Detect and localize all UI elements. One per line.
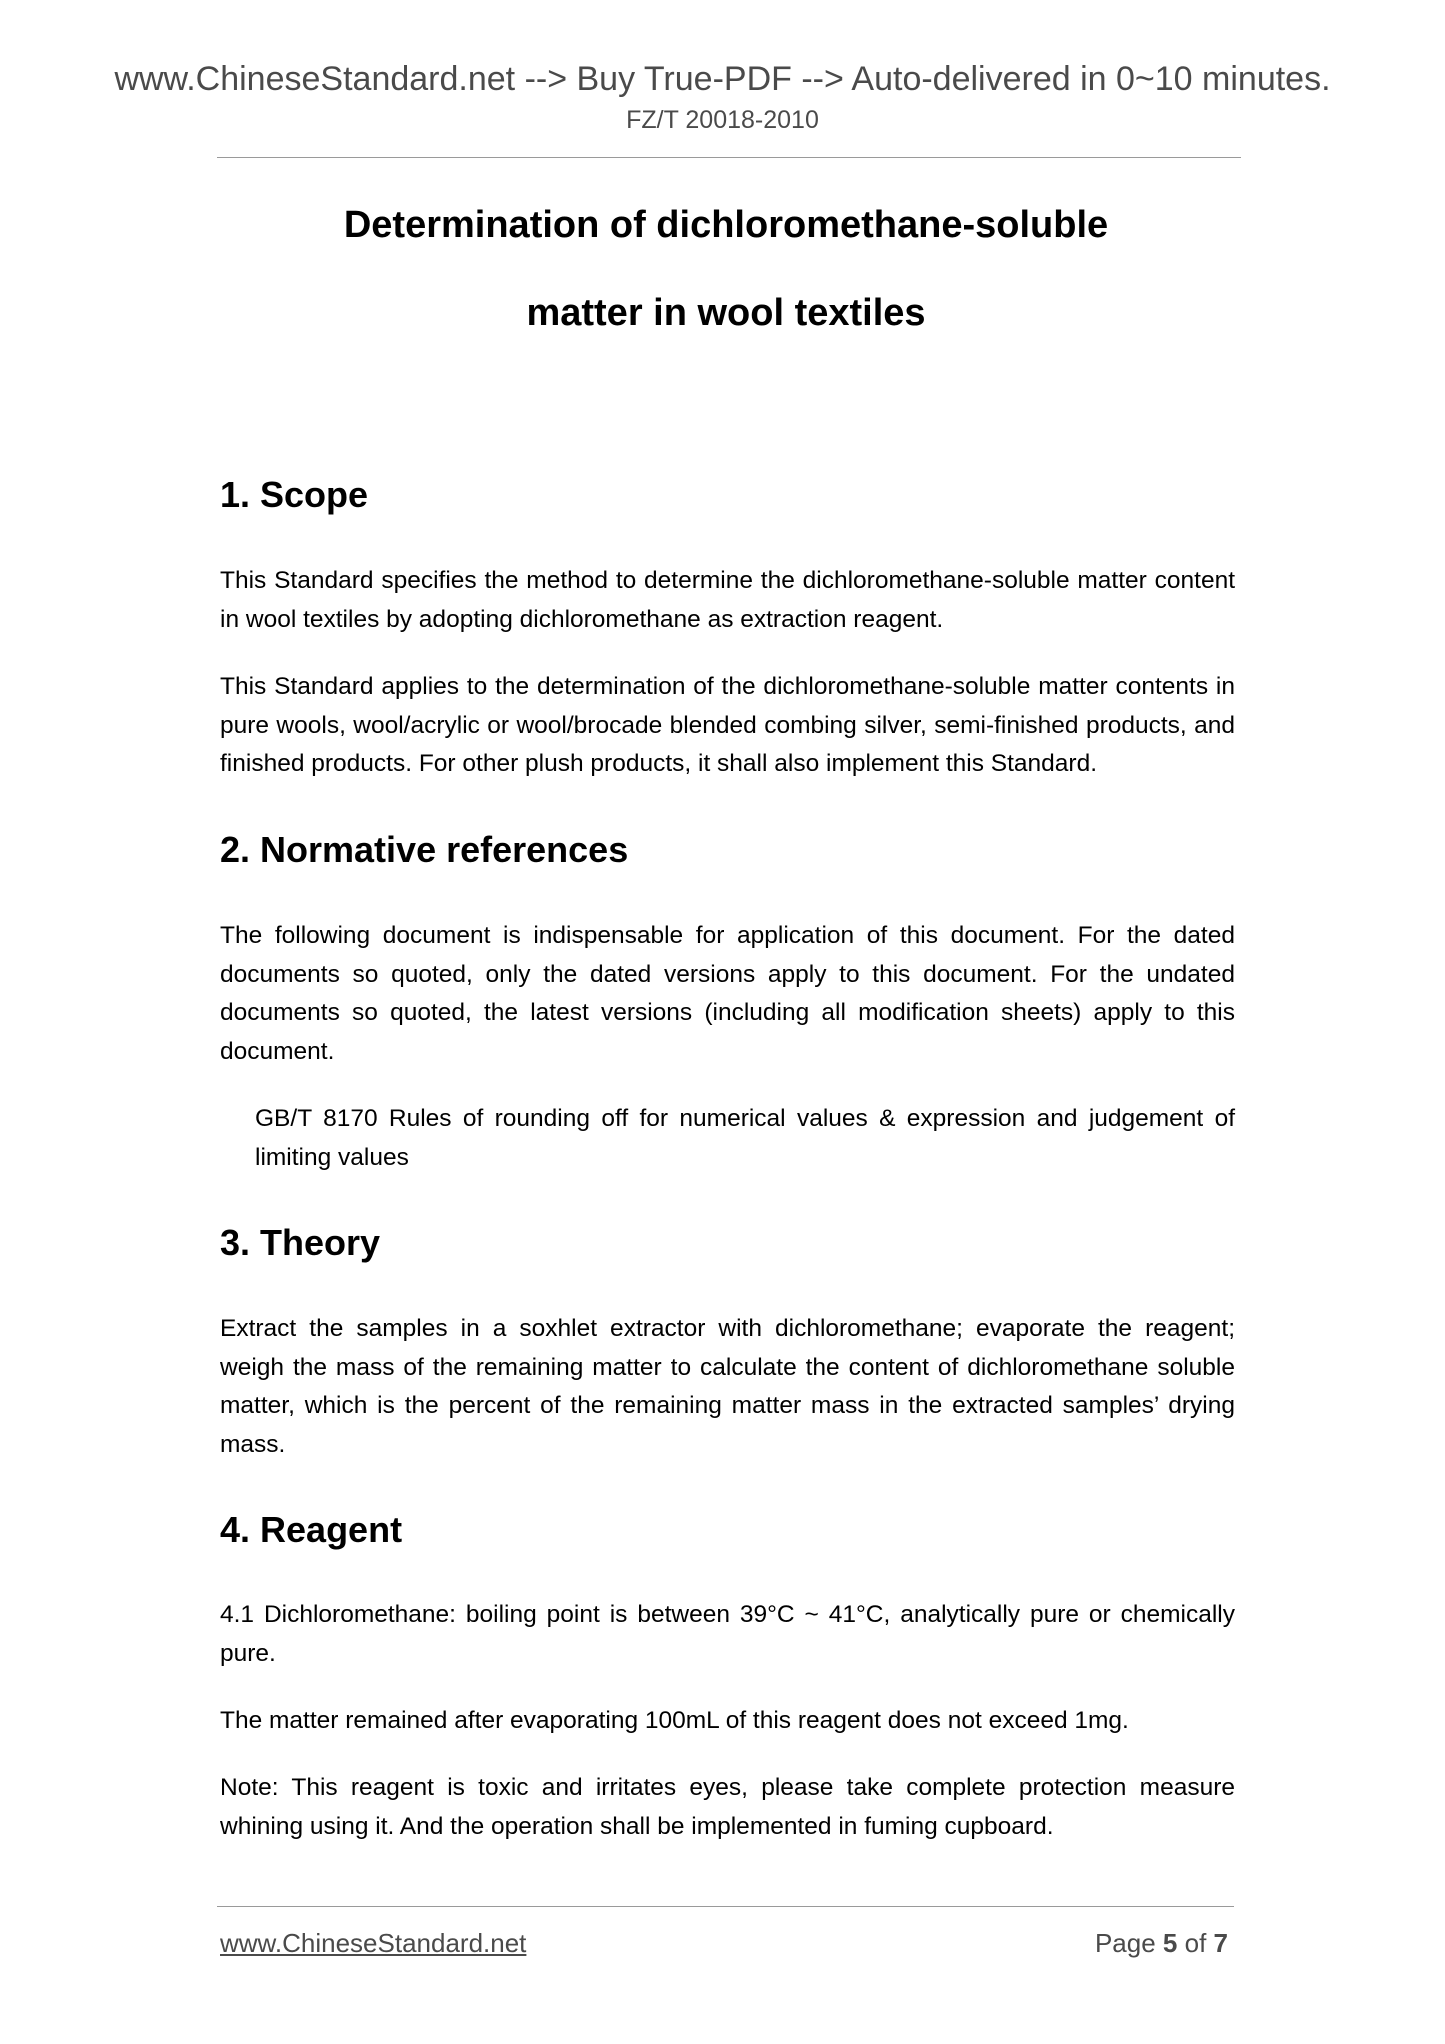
- heading-normative-references: 2. Normative references: [220, 829, 629, 870]
- footer-page-number: [1095, 1926, 1228, 1960]
- page-current: 5: [1162, 1928, 1178, 1958]
- header-divider: [217, 157, 1241, 158]
- page-total: 7: [1213, 1928, 1228, 1958]
- reagent-note: Note: This reagent is toxic and irritates eyes, please take complete protection measure whining using it. And the operation shall be implemented in fuming cupboard.: [220, 1774, 1235, 1840]
- header-banner: www.ChineseStandard.net --> Buy True-PDF --> Auto-delivered in 0~10 minutes.: [114, 60, 1331, 98]
- standard-code: FZ/T 20018-2010: [626, 106, 819, 134]
- normative-paragraph-1: The following document is indispensable for application of this document. For the dated documents so quoted, only the dated versions apply to this document. For the undated documents so quoted, the latest versions (including all modification sheets) apply to this document.: [220, 922, 1235, 1065]
- heading-scope: 1. Scope: [220, 474, 369, 515]
- heading-reagent: 4. Reagent: [220, 1509, 403, 1550]
- reagent-paragraph-1: 4.1 Dichloromethane: boiling point is between 39°C ~ 41°C, analytically pure or chemically pure.: [220, 1601, 1235, 1667]
- footer-website-link[interactable]: www.ChineseStandard.net: [220, 1928, 527, 1958]
- scope-paragraph-2: This Standard applies to the determination of the dichloromethane-soluble matter contents in pure wools, wool/acrylic or wool/brocade blended combing silver, semi-finished products, and finished products. For other plush products, it shall also implement this Standard.: [220, 673, 1235, 778]
- reagent-paragraph-2: The matter remained after evaporating 100mL of this reagent does not exceed 1mg.: [220, 1707, 1129, 1734]
- scope-paragraph-1: This Standard specifies the method to determine the dichloromethane-soluble matter content in wool textiles by adopting dichloromethane as extraction reagent.: [220, 567, 1235, 633]
- page-of: of: [1184, 1928, 1207, 1958]
- document-title-line-1: Determination of dichloromethane-soluble: [343, 204, 1109, 246]
- theory-paragraph-1: Extract the samples in a soxhlet extractor with dichloromethane; evaporate the reagent; weigh the mass of the remaining matter to calculate the content of dichloromethane soluble matter, which is the percent of the remaining matter mass in the extracted samples’ drying mass.: [220, 1315, 1235, 1458]
- page-prefix: Page: [1094, 1928, 1156, 1958]
- document-title-line-2: matter in wool textiles: [526, 292, 926, 334]
- heading-theory: 3. Theory: [220, 1222, 381, 1263]
- normative-reference-gbt-8170: GB/T 8170 Rules of rounding off for numerical values & expression and judgement of limiting values: [255, 1105, 1235, 1171]
- footer-divider: [217, 1906, 1234, 1907]
